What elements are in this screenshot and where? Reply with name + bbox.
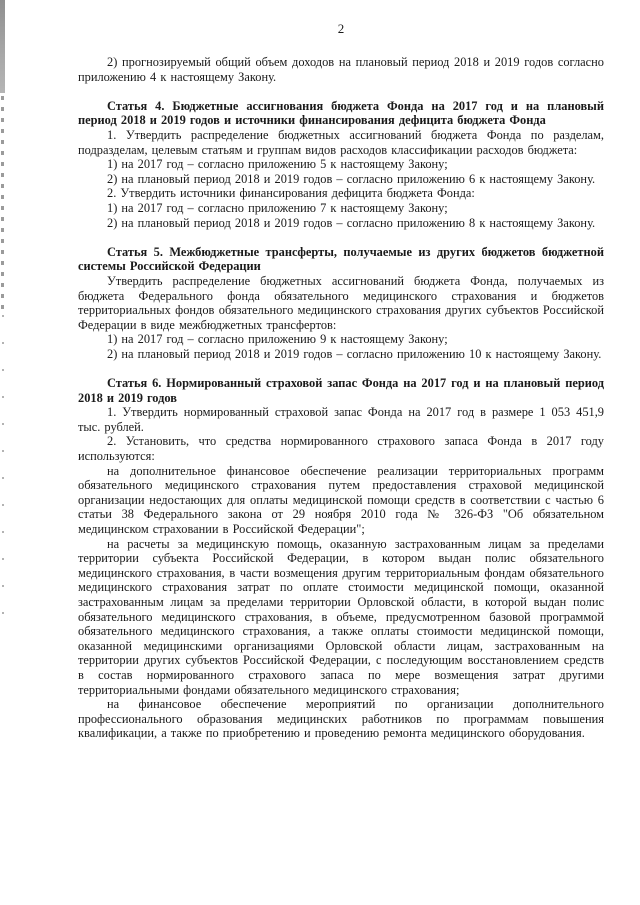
paragraph-item-annex-8: 2) на плановый период 2018 и 2019 годов – согласно приложению 8 к настоящему Закону. — [107, 215, 596, 230]
article-5-heading: Статья 5. Межбюджетные трансферты, получаемые из других бюджетов бюджетной системы Российской Федерации — [78, 244, 604, 274]
paragraph-income-forecast: 2) прогнозируемый общий объем доходов на плановый период 2018 и 2019 годов согласно приложению 4 к настоящему Закону. — [78, 55, 604, 84]
scan-edge-specks — [2, 315, 4, 615]
paragraph-usage-additional-financing: на дополнительное финансовое обеспечение реализации территориальных программ обязательного медицинского страхования путем предоставления страховой медицинской организации недостающих для оплаты медицинской помощи средств в соответствии с частью 6 статьи 38 Федерального закона от 29 ноября 2010 года № 326-ФЗ "Об обязательном медицинском страховании в Российской Федерации"; — [78, 463, 604, 536]
paragraph-item-annex-7: 1) на 2017 год – согласно приложению 7 к настоящему Закону; — [107, 200, 448, 215]
document-content — [78, 21, 604, 741]
paragraph-reserve-usage-intro: 2. Установить, что средства нормированного страхового запаса Фонда в 2017 году используются: — [78, 434, 604, 464]
paragraph-item-annex-10: 2) на плановый период 2018 и 2019 годов – согласно приложению 10 к настоящему Закону. — [107, 346, 602, 361]
paragraph-deficit-sources: 2. Утвердить источники финансирования дефицита бюджета Фонда: — [107, 186, 475, 201]
page-number: 2 — [337, 21, 345, 36]
paragraph-reserve-amount: 1. Утвердить нормированный страховой запас Фонда на 2017 год в размере 1 053 451,9 тыс. рублей. — [78, 405, 604, 434]
article-4-heading: Статья 4. Бюджетные ассигнования бюджета Фонда на 2017 год и на плановый период 2018 и 2019 годов и источники финансирования дефицита бюджета Фонда — [78, 98, 604, 128]
paragraph-item-annex-9: 1) на 2017 год – согласно приложению 9 к настоящему Закону; — [107, 332, 448, 347]
scan-edge-dashes — [1, 96, 4, 311]
paragraph-transfers: Утвердить распределение бюджетных ассигнований бюджета Фонда, получаемых из бюджета Федерального фонда обязательного медицинского страхования и бюджетов территориальных фондов обязательного медицинского страхования других субъектов Российской Федерации в виде межбюджетных трансфертов: — [78, 273, 604, 332]
paragraph-item-annex-5: 1) на 2017 год – согласно приложению 5 к настоящему Закону; — [107, 157, 448, 172]
paragraph-usage-education: на финансовое обеспечение мероприятий по организации дополнительного профессионального образования медицинских работников по программам повышения квалификации, а также по приобретению и проведению ремонта медицинского оборудования. — [78, 697, 604, 741]
paragraph-item-annex-6: 2) на плановый период 2018 и 2019 годов – согласно приложению 6 к настоящему Закону. — [107, 171, 596, 186]
paragraph-appropriations: 1. Утвердить распределение бюджетных ассигнований бюджета Фонда по разделам, подразделам, целевым статьям и группам видов расходов классификации расходов бюджета: — [78, 127, 604, 157]
paragraph-usage-settlements: на расчеты за медицинскую помощь, оказанную застрахованным лицам за пределами территории субъекта Российской Федерации, в котором выдан полис обязательного медицинского страхования, в части возмещения другим территориальным фондам обязательного медицинского страхования затрат по оплате стоимости медицинской помощи, оказанной застрахованным лицам за пределами территории Орловской области, в которой выдан полис обязательного медицинского страхования, в объеме, предусмотренном базовой программой обязательного медицинского страхования, а также оплаты стоимости медицинской помощи, оказанной медицинскими организациями Орловской области лицам, застрахованным на территории других субъектов Российской Федерации, с последующим восстановлением средств в состав нормированного страхового запаса по мере возмещения затрат другими территориальными фондами обязательного медицинского страхования; — [78, 536, 604, 697]
article-6-heading: Статья 6. Нормированный страховой запас Фонда на 2017 год и на плановый период 2018 и 2019 годов — [78, 376, 604, 405]
scan-edge-artifact — [0, 0, 5, 93]
